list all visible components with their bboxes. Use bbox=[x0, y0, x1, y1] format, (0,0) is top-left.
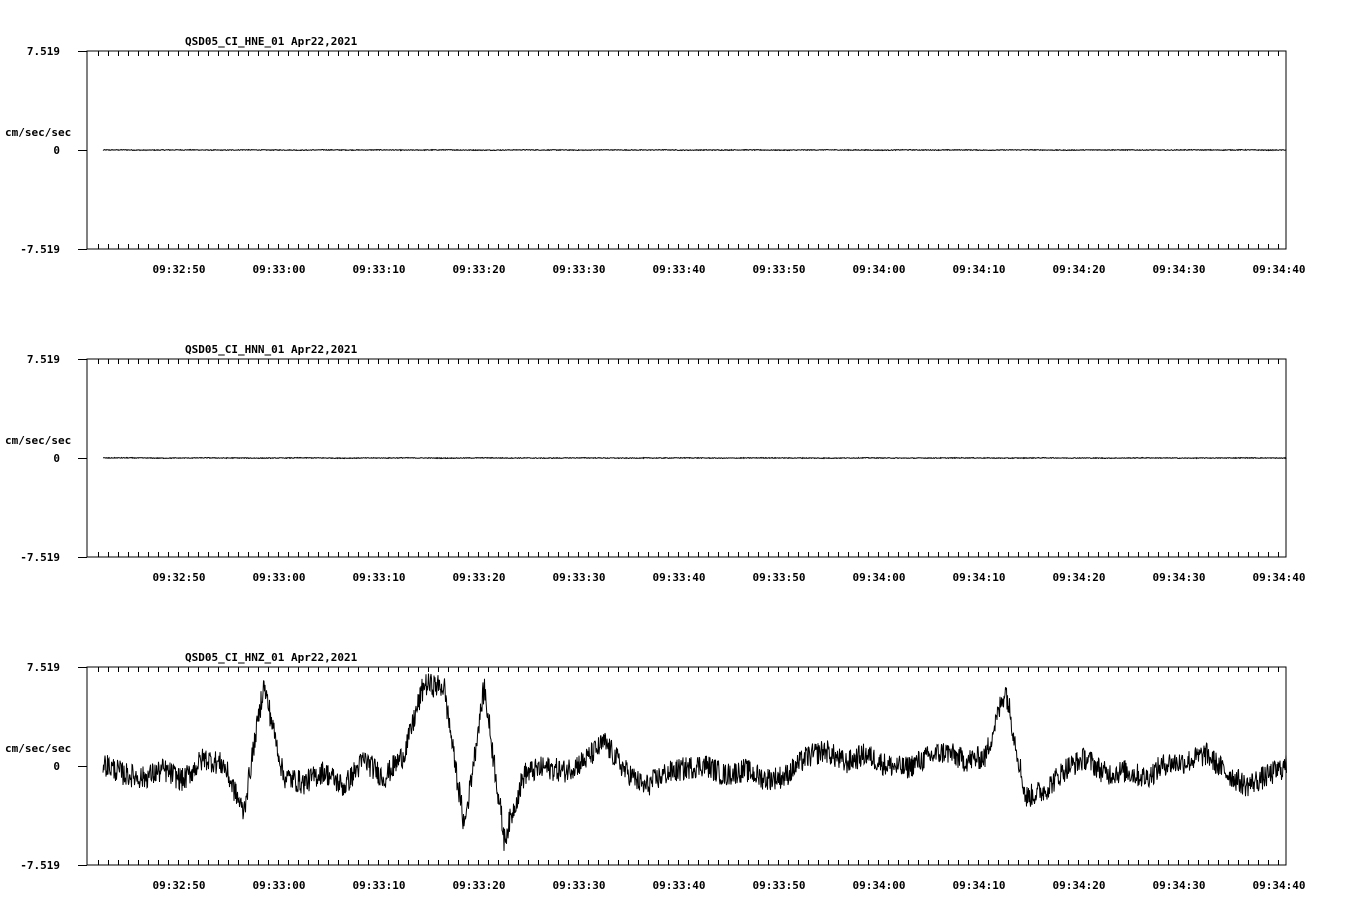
x-tick-label: 09:33:40 bbox=[652, 879, 706, 892]
y-tick-label-zero: 0 bbox=[53, 452, 60, 465]
y-tick-label-zero: 0 bbox=[53, 760, 60, 773]
x-tick-label: 09:33:20 bbox=[452, 263, 506, 276]
y-axis-label: cm/sec/sec bbox=[5, 126, 72, 139]
x-tick-label: 09:33:10 bbox=[352, 879, 406, 892]
x-tick-label: 09:34:30 bbox=[1152, 879, 1206, 892]
y-tick-label-min: -7.519 bbox=[20, 243, 60, 256]
trace-line bbox=[103, 674, 1287, 851]
x-tick-label: 09:34:40 bbox=[1252, 263, 1306, 276]
x-tick-label: 09:33:00 bbox=[252, 879, 306, 892]
x-tick-label: 09:34:10 bbox=[952, 571, 1006, 584]
x-tick-label: 09:33:40 bbox=[652, 571, 706, 584]
x-tick-label: 09:34:10 bbox=[952, 263, 1006, 276]
chart-title: QSD05_CI_HNN_01 Apr22,2021 bbox=[185, 343, 358, 356]
x-tick-label: 09:33:00 bbox=[252, 263, 306, 276]
x-tick-label: 09:34:30 bbox=[1152, 263, 1206, 276]
x-tick-label: 09:33:50 bbox=[752, 571, 806, 584]
y-tick-label-max: 7.519 bbox=[26, 353, 60, 366]
y-axis-label: cm/sec/sec bbox=[5, 742, 72, 755]
trace-line bbox=[103, 150, 1287, 151]
x-tick-label: 09:33:30 bbox=[552, 263, 606, 276]
y-axis-label: cm/sec/sec bbox=[5, 434, 72, 447]
x-tick-label: 09:34:00 bbox=[852, 879, 906, 892]
y-tick-label-zero: 0 bbox=[53, 144, 60, 157]
x-tick-label: 09:34:20 bbox=[1052, 879, 1106, 892]
x-tick-label: 09:33:40 bbox=[652, 263, 706, 276]
x-tick-label: 09:33:50 bbox=[752, 879, 806, 892]
x-tick-label: 09:33:30 bbox=[552, 879, 606, 892]
x-tick-label: 09:33:50 bbox=[752, 263, 806, 276]
x-tick-label: 09:32:50 bbox=[152, 263, 206, 276]
y-tick-label-min: -7.519 bbox=[20, 551, 60, 564]
chart-panel-1 bbox=[5, 35, 1305, 276]
x-tick-label: 09:32:50 bbox=[152, 571, 206, 584]
x-tick-label: 09:34:10 bbox=[952, 879, 1006, 892]
y-tick-label-max: 7.519 bbox=[26, 661, 60, 674]
x-tick-label: 09:34:40 bbox=[1252, 571, 1306, 584]
chart-title: QSD05_CI_HNE_01 Apr22,2021 bbox=[185, 35, 358, 48]
y-tick-label-min: -7.519 bbox=[20, 859, 60, 872]
x-tick-label: 09:34:00 bbox=[852, 571, 906, 584]
x-tick-label: 09:34:40 bbox=[1252, 879, 1306, 892]
x-tick-label: 09:33:20 bbox=[452, 879, 506, 892]
x-tick-label: 09:34:20 bbox=[1052, 263, 1106, 276]
x-tick-label: 09:32:50 bbox=[152, 879, 206, 892]
trace-line bbox=[103, 458, 1287, 459]
y-tick-label-max: 7.519 bbox=[26, 45, 60, 58]
chart-title: QSD05_CI_HNZ_01 Apr22,2021 bbox=[185, 651, 358, 664]
x-tick-label: 09:34:30 bbox=[1152, 571, 1206, 584]
x-tick-label: 09:34:00 bbox=[852, 263, 906, 276]
x-tick-label: 09:33:10 bbox=[352, 571, 406, 584]
x-tick-label: 09:33:30 bbox=[552, 571, 606, 584]
x-tick-label: 09:33:10 bbox=[352, 263, 406, 276]
x-tick-label: 09:34:20 bbox=[1052, 571, 1106, 584]
x-tick-label: 09:33:20 bbox=[452, 571, 506, 584]
x-tick-label: 09:33:00 bbox=[252, 571, 306, 584]
chart-panel-2 bbox=[5, 343, 1305, 584]
chart-panel-3 bbox=[5, 651, 1305, 892]
